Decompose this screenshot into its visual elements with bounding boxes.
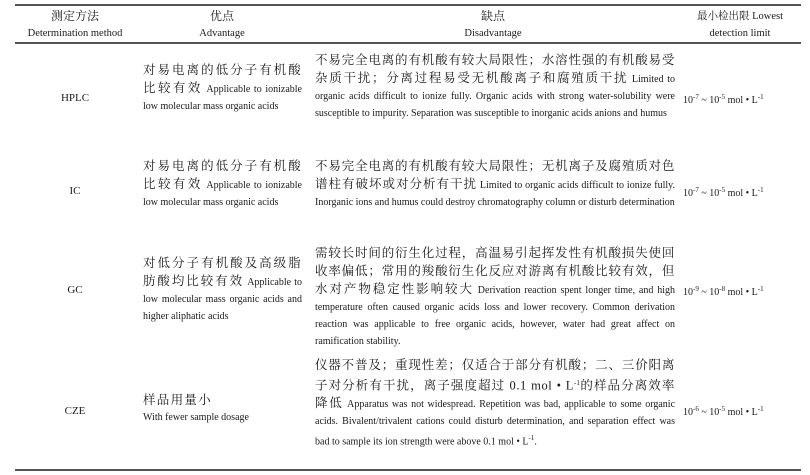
limit-exponent: -9 — [693, 285, 699, 293]
disadvantage-en: Limited to organic acids difficult to ionize fully. Organic acids with strong water-solubility were susceptible to impurity. Separation was susceptible to inorganic acids anions and humus — [315, 74, 675, 119]
advantage-en: Applicable to ionizable low molecular mass organic acids — [143, 180, 302, 208]
limit-exponent: -6 — [693, 405, 699, 413]
advantage-cell — [143, 62, 302, 115]
advantage-cell — [143, 255, 302, 325]
limit-unit-exponent: -1 — [757, 93, 764, 101]
disadvantage-cell — [315, 52, 675, 122]
limit-base: 10 — [683, 188, 693, 199]
limit-unit-exponent: -1 — [757, 186, 764, 194]
disadvantage-cell — [315, 357, 675, 451]
advantage-zh: 对低分子有机酸及高级脂肪酸均比较有效 — [143, 256, 302, 288]
header-method-zh: 测定方法 — [50, 9, 99, 23]
header-method-en: Determination method — [27, 28, 123, 39]
advantage-en: With fewer sample dosage — [143, 412, 249, 423]
table-top-rule — [15, 4, 801, 6]
header-limit — [675, 8, 805, 42]
limit-exponent: -7 — [693, 93, 699, 101]
disadvantage-zh-part1: 仪器不普及；重现性差；仅适合于部分有机酸；二、三价阳离子对分析有干扰，离子强度超过 0.1 mol • L — [315, 358, 675, 393]
advantage-zh: 对易电离的低分子有机酸比较有效 — [143, 159, 302, 191]
header-disadvantage-zh: 缺点 — [480, 9, 505, 23]
header-limit-line1: 最小检出限 Lowest — [696, 11, 784, 22]
limit-unit: mol • L — [725, 287, 758, 298]
advantage-en: Applicable to low molecular mass organic acids and higher aliphatic acids — [143, 277, 302, 322]
disadvantage-en-part2: . — [534, 436, 537, 448]
limit-cell — [683, 93, 805, 106]
disadvantage-zh: 不易完全电离的有机酸有较大局限性；水溶性强的有机酸易受杂质干扰；分离过程易受无机酸离子和腐殖质干扰 — [315, 53, 675, 85]
limit-exponent: -5 — [719, 186, 726, 194]
limit-unit-exponent: -1 — [757, 285, 764, 293]
disadvantage-en: Limited to organic acids difficult to ionize fully. Inorganic ions and humus could destroy chromatography column or disturb determination — [315, 180, 675, 208]
limit-cell — [683, 285, 805, 298]
header-disadvantage — [312, 8, 674, 42]
limit-separator: ~ — [698, 407, 710, 418]
disadvantage-cell — [315, 158, 675, 211]
limit-base: 10 — [709, 407, 720, 418]
disadvantage-zh-part2: 的样品分离效率降低 — [315, 378, 675, 411]
method-cell: CZE — [64, 405, 86, 417]
limit-cell — [683, 186, 805, 199]
disadvantage-zh: 需较长时间的衍生化过程，高温易引起挥发性有机酸损失使回收率偏低；常用的羧酸衍生化反应对游离有机酸比较有效，但水对产物稳定性影响较大 — [315, 246, 675, 296]
disadvantage-en-exponent: -1 — [528, 434, 535, 443]
limit-unit: mol • L — [725, 407, 758, 418]
limit-separator: ~ — [698, 188, 710, 199]
limit-unit: mol • L — [725, 188, 758, 199]
advantage-cell — [143, 158, 302, 211]
limit-base: 10 — [709, 188, 720, 199]
method-cell: HPLC — [60, 92, 90, 104]
header-method — [15, 8, 135, 42]
disadvantage-zh: 不易完全电离的有机酸有较大局限性；无机离子及腐殖质对色谱柱有破坏或对分析有干扰 — [315, 159, 675, 191]
header-limit-line2: detection limit — [709, 28, 771, 39]
disadvantage-zh-exponent: -1 — [574, 379, 580, 387]
limit-base: 10 — [683, 407, 693, 418]
table-header-rule — [15, 42, 801, 44]
header-advantage — [138, 8, 306, 42]
limit-exponent: -8 — [719, 285, 726, 293]
header-advantage-en: Advantage — [199, 28, 245, 39]
limit-separator: ~ — [698, 95, 710, 106]
disadvantage-en: Derivation reaction spent longer time, and high temperature often caused organic acids loss and lower recovery. Common derivation reaction was applicable to free organic acids, however, water had great affect on ramification stability. — [315, 285, 675, 347]
advantage-en: Applicable to ionizable low molecular mass organic acids — [143, 84, 302, 112]
method-cell: GC — [67, 284, 83, 296]
limit-base: 10 — [709, 287, 720, 298]
limit-cell — [683, 405, 805, 418]
limit-base: 10 — [683, 95, 693, 106]
advantage-zh: 样品用量小 — [143, 393, 213, 407]
limit-exponent: -5 — [719, 405, 726, 413]
limit-separator: ~ — [698, 287, 710, 298]
limit-base: 10 — [683, 287, 693, 298]
header-disadvantage-en: Disadvantage — [464, 28, 522, 39]
header-advantage-zh: 优点 — [209, 9, 234, 23]
disadvantage-cell — [315, 245, 675, 350]
table-bottom-rule — [15, 469, 801, 471]
limit-unit-exponent: -1 — [757, 405, 764, 413]
limit-exponent: -5 — [719, 93, 726, 101]
method-cell: IC — [69, 185, 81, 197]
limit-exponent: -7 — [693, 186, 699, 194]
disadvantage-en-part1: Apparatus was not widespread. Repetition was bad, applicable to some organic acids. Bivalent/trivalent cations could disturb determination, and separation effect was bad to sample its ion strength were above 0.1 mol • L — [315, 399, 676, 448]
limit-unit: mol • L — [725, 95, 758, 106]
limit-base: 10 — [709, 95, 720, 106]
advantage-cell — [143, 392, 302, 426]
advantage-zh: 对易电离的低分子有机酸比较有效 — [143, 63, 302, 95]
